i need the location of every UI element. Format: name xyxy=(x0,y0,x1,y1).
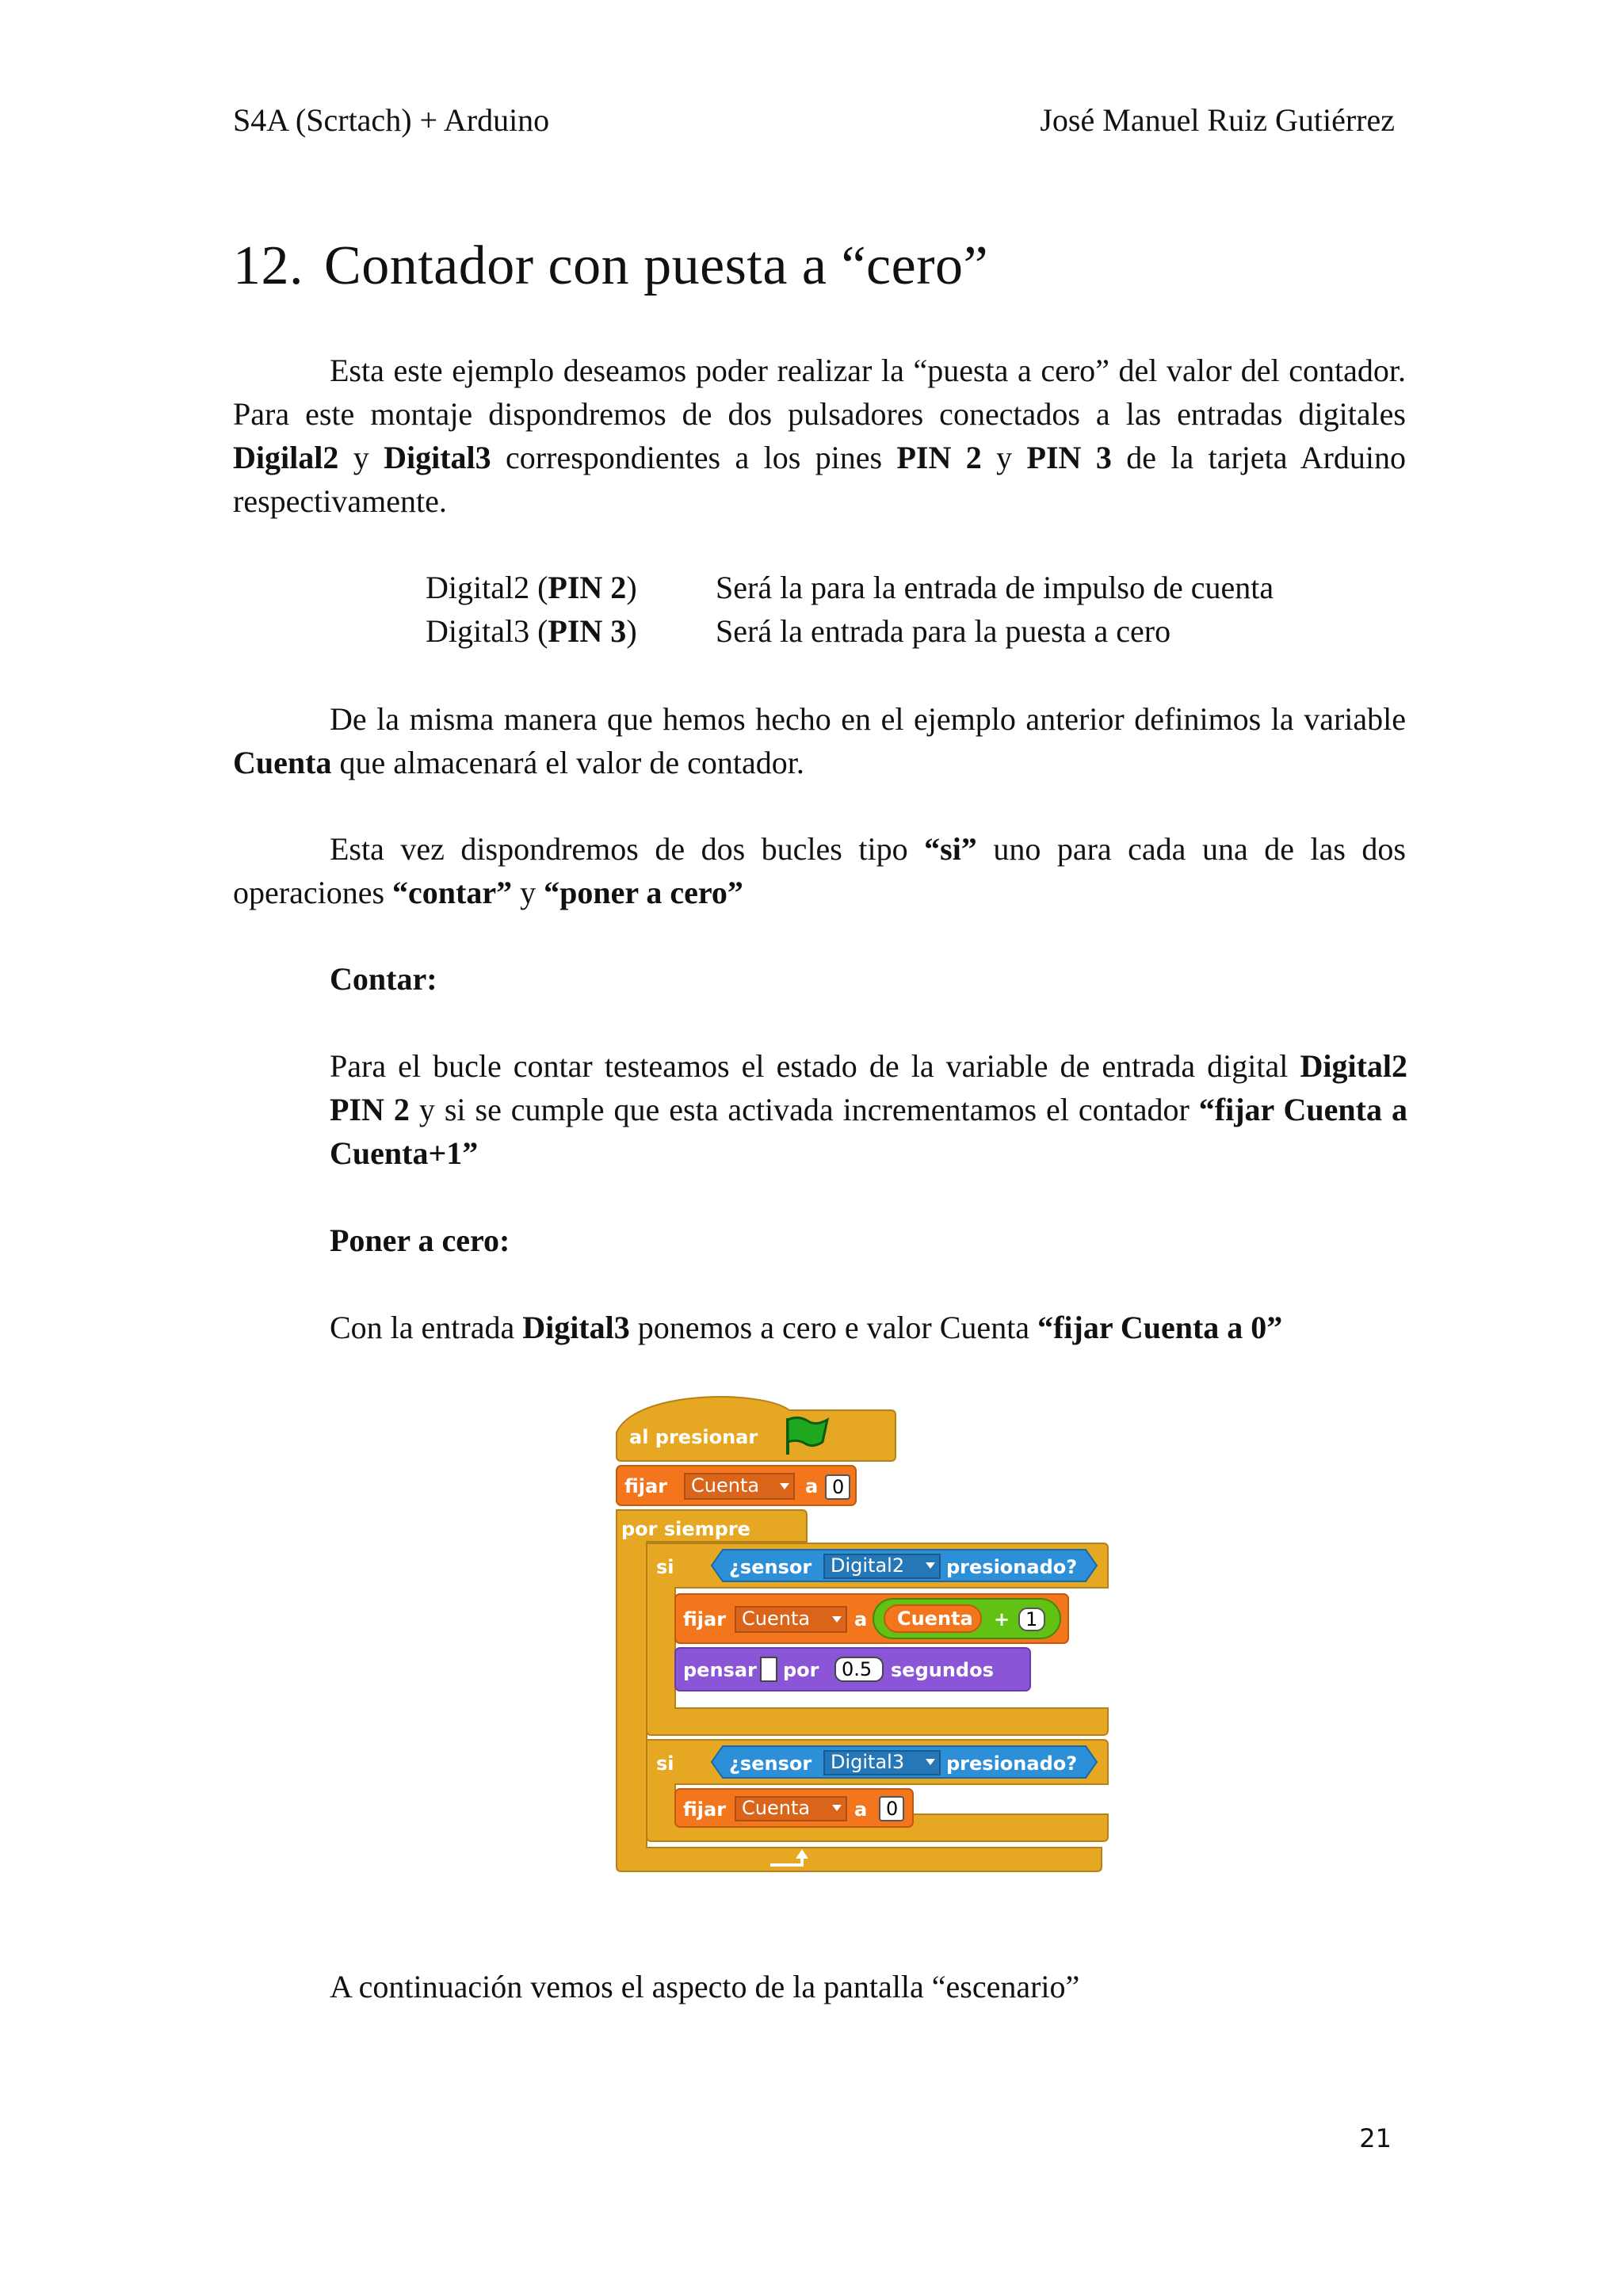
sensor-dropdown: Digital3 xyxy=(831,1751,905,1773)
sensor-pressed-label: presionado? xyxy=(946,1556,1078,1578)
set-block-2 xyxy=(675,1594,1068,1643)
page-number: 21 xyxy=(1359,2123,1392,2153)
section-title xyxy=(233,235,988,298)
contar-paragraph: Para el bucle contar testeamos el estado de la variable de entrada digital Digital2 PIN 2 y si se cumple que esta activada incrementamos el contador “fijar Cuenta a Cuenta+1” xyxy=(330,1048,1407,1171)
hat-label: al presionar xyxy=(629,1426,758,1448)
seconds-input: 0.5 xyxy=(842,1658,873,1680)
think-block xyxy=(675,1648,1030,1691)
closing-paragraph: A continuación vemos el aspecto de la pantalla “escenario” xyxy=(330,1969,1080,2004)
value-input: 0 xyxy=(886,1798,899,1820)
if-label: si xyxy=(656,1556,674,1578)
sensor-dropdown: Digital2 xyxy=(831,1554,905,1577)
hat-block-green-flag xyxy=(617,1397,896,1461)
pin-row-1-desc: Será la para la entrada de impulso de cuenta xyxy=(716,570,1274,605)
pin-row-2-desc: Será la entrada para la puesta a cero xyxy=(716,613,1171,649)
section-title-text: Contador con puesta a “cero” xyxy=(324,235,989,296)
header-left: S4A (Scrtach) + Arduino xyxy=(233,102,550,138)
if-label: si xyxy=(656,1753,674,1775)
forever-label: por siempre xyxy=(621,1518,750,1540)
variable-paragraph: De la misma manera que hemos hecho en el ejemplo anterior definimos la variable Cuenta que almacenará el valor de contador. xyxy=(233,701,1406,780)
intro-paragraph: Esta este ejemplo deseamos poder realizar la “puesta a cero” del valor del contador. Para este montaje dispondremos de dos pulsadores conectados a las entradas digitales Digilal2 y Digital3 correspondientes a los pines PIN 2 y PIN 3 de la tarjeta Arduino respectivamente. xyxy=(233,353,1407,519)
think-verb: pensar xyxy=(683,1659,757,1681)
think-text-input xyxy=(761,1657,777,1681)
sensor-pressed-label: presionado? xyxy=(946,1753,1078,1775)
scratch-script xyxy=(612,1386,1119,1879)
set-to-label: a xyxy=(854,1798,868,1821)
pin-row-1-name: Digital2 (PIN 2) xyxy=(426,570,637,605)
poner-paragraph: Con la entrada Digital3 ponemos a cero e valor Cuenta “fijar Cuenta a 0” xyxy=(330,1310,1283,1345)
seconds-label: segundos xyxy=(891,1659,994,1681)
set-to-label: a xyxy=(805,1475,819,1497)
set-verb: fijar xyxy=(683,1608,727,1630)
loops-paragraph: Esta vez dispondremos de dos bucles tipo “si” uno para cada una de las dos operaciones “contar” y “poner a cero” xyxy=(233,831,1406,910)
variable-dropdown: Cuenta xyxy=(691,1474,760,1497)
set-block-1 xyxy=(617,1466,856,1505)
variable-dropdown: Cuenta xyxy=(742,1797,811,1819)
think-for-label: por xyxy=(783,1659,819,1681)
set-verb: fijar xyxy=(683,1798,727,1821)
pin-row-2-name: Digital3 (PIN 3) xyxy=(426,613,637,649)
poner-heading: Poner a cero: xyxy=(330,1222,510,1258)
set-verb: fijar xyxy=(624,1475,668,1497)
value-input: 1 xyxy=(1025,1608,1038,1630)
header-right: José Manuel Ruiz Gutiérrez xyxy=(1040,102,1395,138)
set-block-3 xyxy=(675,1789,913,1827)
sensor-label: ¿sensor xyxy=(729,1753,812,1775)
set-to-label: a xyxy=(854,1608,868,1630)
contar-heading: Contar: xyxy=(330,961,437,997)
section-number: 12. xyxy=(233,235,304,296)
variable-dropdown: Cuenta xyxy=(742,1608,811,1630)
plus-operator: + xyxy=(994,1608,1010,1630)
sensor-label: ¿sensor xyxy=(729,1556,812,1578)
variable-reporter: Cuenta xyxy=(897,1608,973,1630)
value-input: 0 xyxy=(832,1476,845,1498)
